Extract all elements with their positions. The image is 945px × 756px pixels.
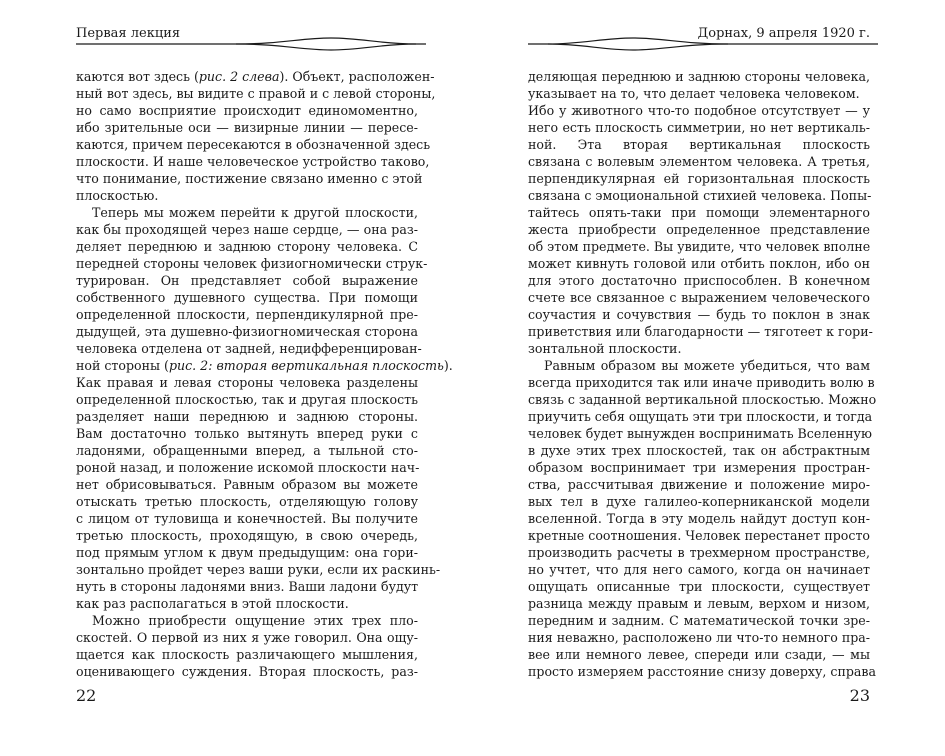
text-line: каются, причем пересекаются в обозначенной здесь <box>76 137 431 152</box>
page-number-left: 22 <box>76 686 97 705</box>
text-line: но учтет, что для него самого, когда он начинает <box>528 562 870 577</box>
running-head-right: Дорнах, 9 апреля 1920 г. <box>697 26 870 41</box>
text-line: передней стороны человек физиогномически струк- <box>76 256 428 271</box>
text-line: скостей. О первой из них я уже говорил. Она ощу- <box>76 630 418 645</box>
text-line: Как правая и левая стороны человека разделены <box>76 375 418 390</box>
text-line: кретные соотношения. Человек перестанет просто <box>528 528 870 543</box>
text-line: определенной плоскости, перпендикулярной пре- <box>76 307 418 322</box>
text-line: Равным образом вы можете убедиться, что вам <box>544 358 870 373</box>
text-line: человек будет вынужден воспринимать Вселенную <box>528 426 872 441</box>
text-line: зонтально пройдет через ваши руки, если их раскинь- <box>76 562 441 577</box>
text-line: нуть в стороны ладонями вниз. Ваши ладони будут <box>76 579 419 594</box>
text-line: приветствия или благодарности — тяготеет к гори- <box>528 324 873 339</box>
text-line: Ибо у животного что-то подобное отсутствует — у <box>528 103 870 118</box>
text-line: турирован. Он представляет собой выражение <box>76 273 418 288</box>
text-line: вселенной. Тогда в эту модель найдут доступ кон- <box>528 511 870 526</box>
page-number-right: 23 <box>849 686 870 705</box>
text-line: него есть плоскость симметрии, но нет вертикаль- <box>528 120 870 135</box>
left-body-text <box>76 68 453 680</box>
text-line: разница между правым и левым, верхом и низом, <box>528 596 870 611</box>
text-line: что понимание, постижение связано именно с этой <box>76 171 423 186</box>
figure-reference: рис. 2: вторая вертикальная плоскость <box>168 358 444 373</box>
text-line: образом воспринимает три измерения простран- <box>528 460 870 475</box>
running-head-left: Первая лекция <box>76 26 181 41</box>
text-line: связь с заданной вертикальной плоскостью. Можно <box>528 392 877 407</box>
left-page <box>76 0 453 756</box>
text-line: деляет переднюю и заднюю сторону человека. С <box>76 239 418 254</box>
text-line: ной стороны (рис. 2: вторая вертикальная плоскость). <box>76 358 453 373</box>
text-line: деляющая переднюю и заднюю стороны человека, <box>528 69 870 84</box>
text-line: плоскости. И наше человеческое устройство таково, <box>76 154 430 169</box>
text-line: ной. Эта вторая вертикальная плоскость <box>528 137 870 152</box>
text-line: жеста приобрести определенное представление <box>528 222 870 237</box>
text-line: производить расчеты в трехмерном пространстве, <box>528 545 870 560</box>
text-line: ибо зрительные оси — визирные линии — пересе- <box>76 120 418 135</box>
text-line: как бы проходящей через наше сердце, — она раз- <box>76 222 418 237</box>
text-line: просто измеряем расстояние снизу доверху, справа <box>528 664 877 679</box>
text-line: с лицом от туловища и конечностей. Вы получите <box>76 511 418 526</box>
text-line: вее или немного левее, спереди или сзади, — мы <box>528 647 870 662</box>
text-line: ощущать описанные три плоскости, существует <box>528 579 870 594</box>
text-line: как раз располагаться в этой плоскости. <box>76 596 349 611</box>
text-line: соучастия и сочувствия — будь то поклон в знак <box>528 307 870 322</box>
text-line: вых тел в духе галилео-коперниканской модели <box>528 494 870 509</box>
text-line: каются вот здесь (рис. 2 слева). Объект, расположен- <box>76 69 435 84</box>
right-page <box>528 0 878 756</box>
text-line: всегда приходится так или иначе приводить волю в <box>528 375 875 390</box>
text-line: ладонями, обращенными вперед, а тыльной сто- <box>76 443 418 458</box>
text-line: оценивающего суждения. Вторая плоскость, раз- <box>76 664 418 679</box>
text-line: человека отделена от задней, недифференцирован- <box>76 341 422 356</box>
text-line: плоскостью. <box>76 188 159 203</box>
text-line: передним и задним. С математической точки зре- <box>528 613 870 628</box>
text-line: тайтесь опять-таки при помощи элементарного <box>528 205 870 220</box>
text-line: ства, рассчитывая движение и положение миро- <box>528 477 870 492</box>
text-line: третью плоскость, проходящую, в свою очередь, <box>76 528 418 543</box>
text-line: связана с волевым элементом человека. А третья, <box>528 154 870 169</box>
text-line: зонтальной плоскости. <box>528 341 682 356</box>
text-line: в духе этих трех плоскостей, так он абстрактным <box>528 443 870 458</box>
text-line: ный вот здесь, вы видите с правой и с левой стороны, <box>76 86 436 101</box>
header-rule-right <box>528 30 878 52</box>
text-line: дыдущей, эта душевно-физиогномическая сторона <box>76 324 418 339</box>
text-line: указывает на то, что делает человека человеком. <box>528 86 860 101</box>
header-rule-left <box>76 30 426 52</box>
text-line: перпендикулярная ей горизонтальная плоскость <box>528 171 870 186</box>
text-line: для этого достаточно приспособлен. В конечном <box>528 273 870 288</box>
text-line: собственного душевного существа. При помощи <box>76 290 418 305</box>
right-body-text <box>528 68 877 680</box>
text-line: нет обрисовываться. Равным образом вы можете <box>76 477 418 492</box>
text-line: но само восприятие происходит единомоментно, <box>76 103 418 118</box>
text-line: приучить себя ощущать эти три плоскости, и тогда <box>528 409 873 424</box>
text-line: связана с эмоциональной стихией человека. Попы- <box>528 188 872 203</box>
text-line: определенной плоскостью, так и другая плоскость <box>76 392 418 407</box>
text-line: роной назад, и положение искомой плоскости нач- <box>76 460 420 475</box>
text-line: разделяет наши переднюю и заднюю стороны. <box>76 409 418 424</box>
text-line: щается как плоскость различающего мышления, <box>76 647 418 662</box>
text-line: под прямым углом к двум предыдущим: она гори- <box>76 545 418 560</box>
text-line: ния неважно, расположено ли что-то немного пра- <box>528 630 871 645</box>
text-line: счете все связанное с выражением человеческого <box>528 290 870 305</box>
text-line: Вам достаточно только вытянуть вперед руки с <box>76 426 418 441</box>
text-line: отыскать третью плоскость, отделяющую голову <box>76 494 418 509</box>
text-line: Можно приобрести ощущение этих трех пло- <box>92 613 418 628</box>
text-line: об этом предмете. Вы увидите, что человек вполне <box>528 239 871 254</box>
figure-reference: рис. 2 слева <box>198 69 280 84</box>
text-line: может кивнуть головой или отбить поклон, ибо он <box>528 256 870 271</box>
text-line: Теперь мы можем перейти к другой плоскости, <box>92 205 418 220</box>
